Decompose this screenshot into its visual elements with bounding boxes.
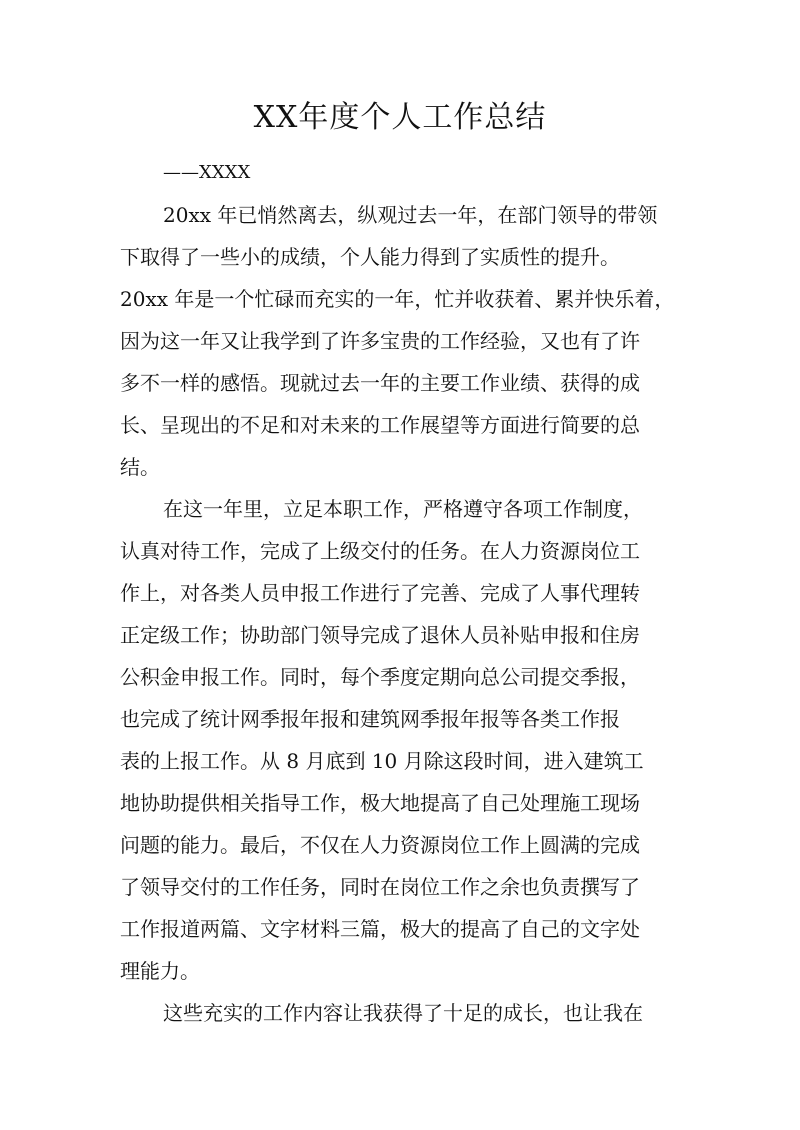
text-line: 了领导交付的工作任务，同时在岗位工作之余也负责撰写了 — [120, 875, 640, 899]
text-line: 因为这一年又让我学到了许多宝贵的工作经验，又也有了许 — [120, 329, 640, 353]
text-line: 结。 — [120, 455, 160, 479]
author-byline: ——XXXX — [163, 162, 251, 183]
text-line: 理能力。 — [120, 959, 200, 983]
text-line: 作上，对各类人员申报工作进行了完善、完成了人事代理转 — [120, 581, 640, 605]
text-line: 长、呈现出的不足和对未来的工作展望等方面进行简要的总 — [120, 413, 640, 437]
text-line: 认真对待工作，完成了上级交付的任务。在人力资源岗位工 — [120, 539, 640, 563]
text-line: 在这一年里，立足本职工作，严格遵守各项工作制度， — [163, 497, 643, 521]
text-line: 工作报道两篇、文字材料三篇，极大的提高了自己的文字处 — [120, 917, 640, 941]
text-line: 问题的能力。最后，不仅在人力资源岗位工作上圆满的完成 — [120, 833, 640, 857]
text-line: 20xx 年是一个忙碌而充实的一年，忙并收获着、累并快乐着， — [120, 287, 675, 311]
text-line: 地协助提供相关指导工作，极大地提高了自己处理施工现场 — [120, 791, 640, 815]
text-line: 公积金申报工作。同时，每个季度定期向总公司提交季报， — [120, 665, 640, 689]
text-line: 下取得了一些小的成绩，个人能力得到了实质性的提升。 — [120, 245, 620, 269]
document-title: XX年度个人工作总结 — [253, 100, 547, 135]
text-line: 正定级工作；协助部门领导完成了退休人员补贴申报和住房 — [120, 623, 640, 647]
text-line: 也完成了统计网季报年报和建筑网季报年报等各类工作报 — [120, 707, 620, 731]
text-line: 多不一样的感悟。现就过去一年的主要工作业绩、获得的成 — [120, 371, 640, 395]
text-line: 这些充实的工作内容让我获得了十足的成长，也让我在 — [163, 1001, 643, 1025]
text-line: 表的上报工作。从 8 月底到 10 月除这段时间，进入建筑工 — [120, 749, 644, 773]
text-line: 20xx 年已悄然离去，纵观过去一年，在部门领导的带领 — [163, 203, 658, 227]
